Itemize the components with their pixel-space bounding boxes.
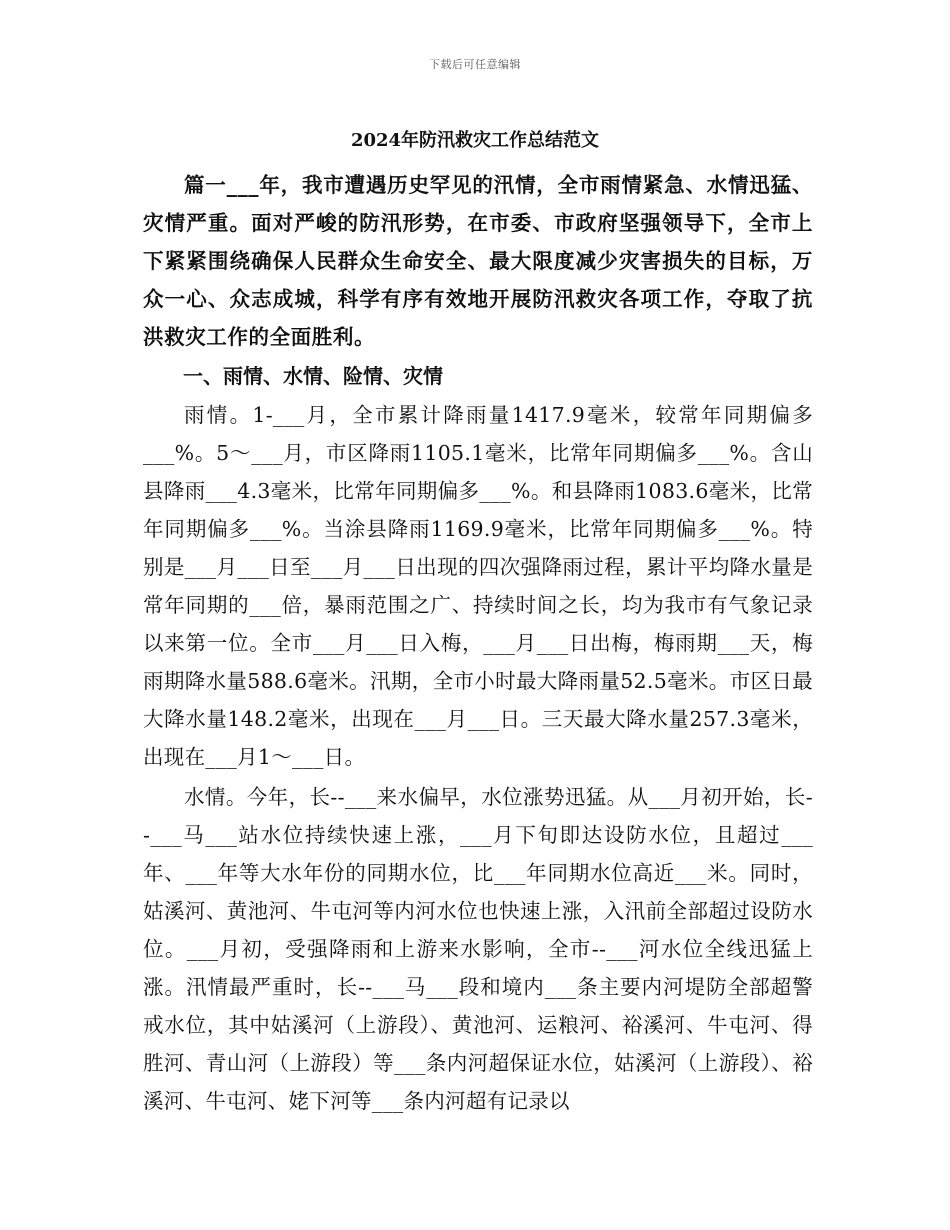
section-heading-1: 一、雨情、水情、险情、灾情 xyxy=(183,364,443,388)
intro-paragraph: 篇一___年，我市遭遇历史罕见的汛情，全市雨情紧急、水情迅猛、灾情严重。面对严峻的防汛形势，在市委、市政府坚强领导下，全市上下紧紧围绕确保人民群众生命安全、最大限度减少灾害损失的目标，万众一心、众志成城，科学有序有效地开展防汛救灾各项工作，夺取了抗洪救灾工作的全面胜利。 xyxy=(143,173,813,349)
header-note: 下载后可任意编辑 xyxy=(429,58,521,71)
rain-paragraph: 雨情。1-___月，全市累计降雨量1417.9毫米，较常年同期偏多___%。5～___月，市区降雨1105.1毫米，比常年同期偏多___%。含山县降雨___4.3毫米，比常年同期偏多___%。和县降雨1083.6毫米，比常年同期偏多___%。当涂县降雨1169.9毫米，比常年同期偏多___%。特别是___月___日至___月___日出现的四次强降雨过程，累计平均降水量是常年同期的___倍，暴雨范围之广、持续时间之长，均为我市有气象记录以来第一位。全市___月___日入梅，___月___日出梅，梅雨期___天，梅雨期降水量588.6毫米。汛期，全市小时最大降雨量52.5毫米。市区日最大降水量148.2毫米，出现在___月___日。三天最大降水量257.3毫米，出现在___月1～___日。 xyxy=(143,403,813,769)
document-body xyxy=(143,166,813,1120)
water-paragraph: 水情。今年，长--___来水偏早，水位涨势迅猛。从___月初开始，长--___马___站水位持续快速上涨，___月下旬即达设防水位，且超过___年、___年等大水年份的同期水位，比___年同期水位高近___米。同时，姑溪河、黄池河、牛屯河等内河水位也快速上涨，入汛前全部超过设防水位。___月初，受强降雨和上游来水影响，全市--___河水位全线迅猛上涨。汛情最严重时，长--___马___段和境内___条主要内河堤防全部超警戒水位，其中姑溪河（上游段）、黄池河、运粮河、裕溪河、牛屯河、得胜河、青山河（上游段）等___条内河超保证水位，姑溪河（上游段）、裕溪河、牛屯河、姥下河等___条内河超有记录以 xyxy=(143,785,813,1113)
document-title: 2024年防汛救灾工作总结范文 xyxy=(350,130,600,151)
